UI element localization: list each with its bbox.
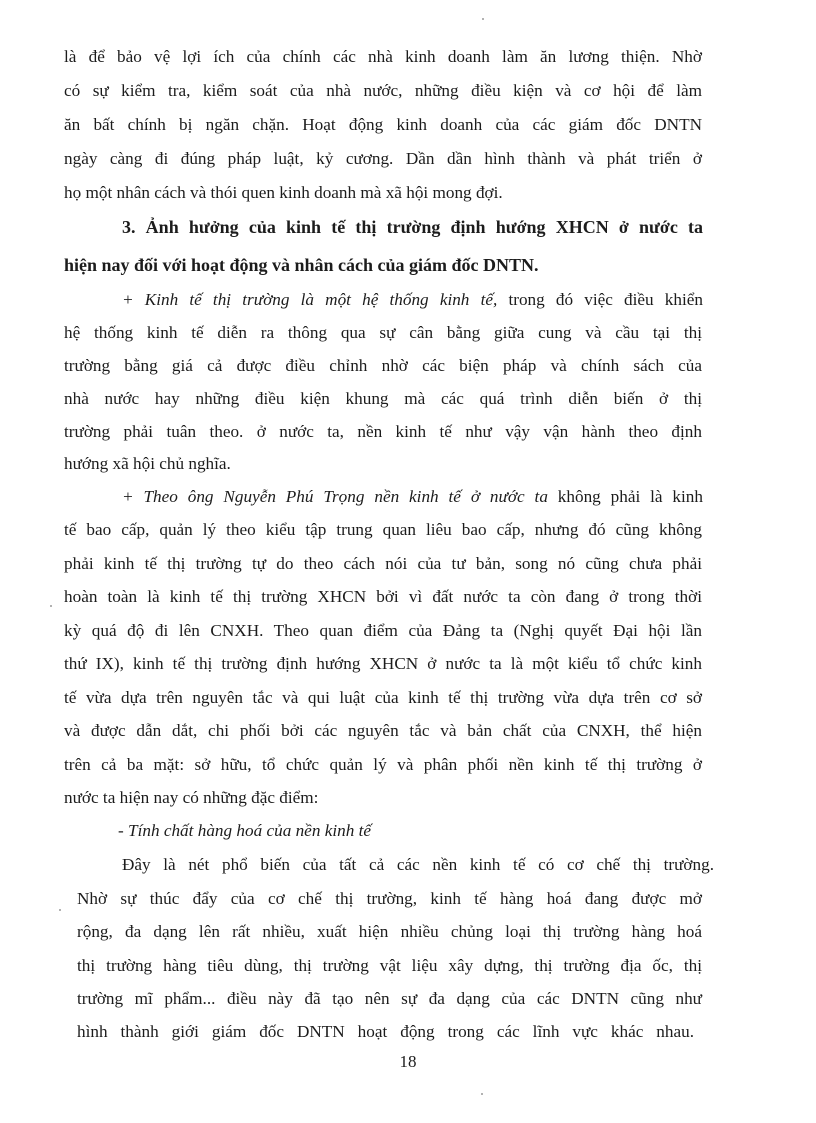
body-line: trường bằng giá cả được điều chỉnh nhờ các biện pháp và chính sách của (64, 356, 702, 375)
body-line: trường mĩ phẩm... điều này đã tạo nên sự đa dạng của các DNTN cũng như (77, 989, 702, 1008)
subheading: - Tính chất hàng hoá của nền kinh tế (118, 821, 371, 840)
section-heading: hiện nay đối với hoạt động và nhân cách của giám đốc DNTN. (64, 255, 539, 275)
body-line: tế vừa dựa trên nguyên tắc và qui luật của kinh tế thị trường vừa dựa trên cơ sở (64, 688, 702, 707)
lead-rest: trong đó việc điều khiển (497, 290, 703, 309)
body-line: trường phải tuân theo. ở nước ta, nền kinh tế như vậy vận hành theo định (64, 422, 702, 441)
italic-lead: + Kinh tế thị trường là một hệ thống kinh tế, (122, 290, 498, 309)
section-heading: 3. Ảnh hưởng của kinh tế thị trường định hướng XHCN ở nước ta (122, 217, 703, 237)
scan-speck (482, 18, 484, 20)
body-line: hệ thống kinh tế diễn ra thông qua sự cân bằng giữa cung và cầu tại thị (64, 323, 702, 342)
body-line: phải kinh tế thị trường tự do theo cách nói của tư bản, song nó cũng chưa phải (64, 554, 702, 573)
body-line: họ một nhân cách và thói quen kinh doanh mà xã hội mong đợi. (64, 183, 503, 202)
italic-lead: + Theo ông Nguyễn Phú Trọng nền kinh tế ở nước ta (122, 487, 548, 506)
body-line: Nhờ sự thúc đẩy của cơ chế thị trường, kinh tế hàng hoá đang được mở (77, 889, 702, 908)
scan-speck (59, 909, 61, 911)
body-line: hình thành giới giám đốc DNTN hoạt động trong các lĩnh vực khác nhau. (77, 1022, 694, 1041)
body-line: trên cả ba mặt: sở hữu, tổ chức quản lý và phân phối nền kinh tế thị trường ở (64, 755, 702, 774)
body-line: là để bảo vệ lợi ích của chính các nhà kinh doanh làm ăn lương thiện. Nhờ (64, 47, 702, 66)
body-line: hoàn toàn là kinh tế thị trường XHCN bởi vì đất nước ta còn đang ở trong thời (64, 587, 702, 606)
body-line: rộng, đa dạng lên rất nhiều, xuất hiện nhiều chủng loại thị trường hàng hoá (77, 922, 702, 941)
scan-speck (50, 605, 52, 607)
body-line: Đây là nét phổ biến của tất cả các nền kinh tế có cơ chế thị trường. (122, 855, 714, 874)
body-line: thứ IX), kinh tế thị trường định hướng XHCN ở nước ta là một kiểu tổ chức kinh (64, 654, 702, 673)
body-line: ngày càng đi đúng pháp luật, kỷ cương. Dần dần hình thành và phát triển ở (64, 149, 702, 168)
body-line: ăn bất chính bị ngăn chặn. Hoạt động kinh doanh của các giám đốc DNTN (64, 115, 702, 134)
body-line: và được dẫn dắt, chi phối bởi các nguyên tắc và bản chất của CNXH, thể hiện (64, 721, 702, 740)
scan-speck (481, 1093, 483, 1095)
body-line: tế bao cấp, quản lý theo kiểu tập trung quan liêu bao cấp, nhưng đó cũng không (64, 520, 702, 539)
body-line: hướng xã hội chủ nghĩa. (64, 454, 231, 473)
paragraph-lead (122, 289, 703, 311)
body-line: thị trường hàng tiêu dùng, thị trường vật liệu xây dựng, thị trường địa ốc, thị (77, 956, 702, 975)
page-number: 18 (399, 1052, 417, 1071)
body-line: nhà nước hay những điều kiện khung mà các quá trình diễn biến ở thị (64, 389, 702, 408)
body-line: có sự kiểm tra, kiểm soát của nhà nước, những điều kiện và cơ hội để làm (64, 81, 702, 100)
body-line: nước ta hiện nay có những đặc điểm: (64, 788, 319, 807)
body-line: kỳ quá độ đi lên CNXH. Theo quan điểm của Đảng ta (Nghị quyết Đại hội lần (64, 621, 702, 640)
lead-rest: không phải là kinh (547, 487, 703, 506)
paragraph-lead (122, 486, 703, 508)
